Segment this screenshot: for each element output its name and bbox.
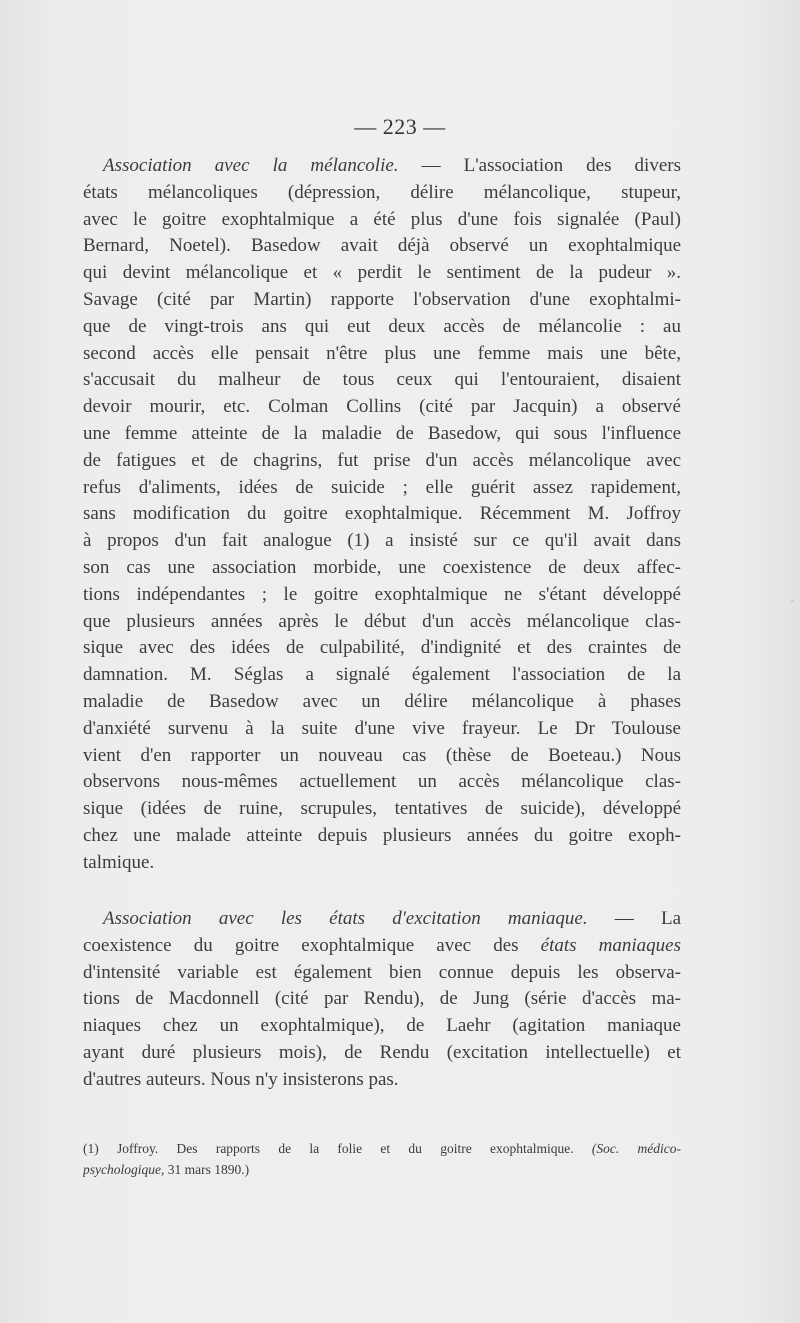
text-line: sique avec des idées de culpabilité, d'indignité et des craintes de	[83, 637, 681, 659]
text-line: sans modification du goitre exophtalmique. Récemment M. Joffroy	[83, 503, 681, 525]
text-line: qui devint mélancolique et « perdit le sentiment de la pudeur ».	[83, 262, 681, 284]
text-line: damnation. M. Séglas a signalé également l'association de la	[83, 664, 681, 686]
text-line: Bernard, Noetel). Basedow avait déjà observé un exophtalmique	[83, 235, 681, 257]
footnote-date: 31 mars 1890.)	[164, 1162, 250, 1177]
text-line: — La	[587, 908, 681, 929]
text-line: de fatigues et de chagrins, fut prise d'un accès mélancolique avec	[83, 449, 681, 471]
text-line: d'intensité variable est également bien connue depuis les observa-	[83, 961, 681, 983]
text-line: refus d'aliments, idées de suicide ; elle guérit assez rapidement,	[83, 476, 681, 498]
text-span: coexistence du goitre exophtalmique avec des	[83, 934, 541, 956]
text-line: talmique.	[83, 851, 155, 873]
text-line: tions de Macdonnell (cité par Rendu), de Jung (série d'accès ma-	[83, 988, 681, 1010]
text-line: sique (idées de ruine, scrupules, tentatives de suicide), développé	[83, 798, 681, 820]
text-line: observons nous-mêmes actuellement un accès mélancolique clas-	[83, 771, 681, 793]
text-line: niaques chez un exophtalmique), de Laehr (agitation maniaque	[83, 1015, 681, 1037]
page-number: — 223 —	[354, 114, 446, 139]
text-line: avec le goitre exophtalmique a été plus d'une fois signalée (Paul)	[83, 208, 681, 230]
scan-artifact	[791, 600, 794, 602]
section-heading-maniaque: Association avec les états d'excitation maniaque.	[103, 908, 588, 929]
italic-emphasis: états maniaques	[540, 934, 681, 956]
text-line: que plusieurs années après le début d'un accès mélancolique clas-	[83, 610, 681, 632]
section-heading-melancolie: Association avec la mélancolie.	[103, 155, 399, 176]
text-line: chez une malade atteinte depuis plusieurs années du goitre exoph-	[83, 824, 681, 846]
text-line	[83, 933, 681, 960]
footnote-line	[83, 1138, 681, 1159]
footnote	[83, 1138, 681, 1180]
text-line: états mélancoliques (dépression, délire mélancolique, stupeur,	[83, 181, 681, 203]
paragraph-first-line	[83, 906, 681, 933]
text-line: tions indépendantes ; le goitre exophtalmique ne s'étant développé	[83, 583, 681, 605]
paragraph-first-line	[83, 153, 681, 180]
footnote-line	[83, 1159, 681, 1180]
text-line: vient d'en rapporter un nouveau cas (thèse de Boeteau.) Nous	[83, 744, 681, 766]
text-line: à propos d'un fait analogue (1) a insisté sur ce qu'il avait dans	[83, 530, 681, 552]
text-line: d'anxiété survenu à la suite d'une vive frayeur. Le Dr Toulouse	[83, 717, 681, 739]
footnote-text: (1) Joffroy. Des rapports de la folie et du goitre exophtalmique.	[83, 1141, 592, 1156]
text-line: devoir mourir, etc. Colman Collins (cité par Jacquin) a observé	[83, 396, 681, 418]
text-line: une femme atteinte de la maladie de Basedow, qui sous l'influence	[83, 422, 681, 444]
text-line: son cas une association morbide, une coexistence de deux affec-	[83, 556, 681, 578]
text-line: second accès elle pensait n'être plus une femme mais une bête,	[83, 342, 681, 364]
text-line: maladie de Basedow avec un délire mélancolique à phases	[83, 690, 681, 712]
text-line: que de vingt-trois ans qui eut deux accès de mélancolie : au	[83, 315, 681, 337]
text-line: ayant duré plusieurs mois), de Rendu (excitation intellectuelle) et	[83, 1041, 681, 1063]
footnote-source: psychologique,	[83, 1162, 165, 1177]
text-line: — L'association des divers	[398, 155, 681, 176]
text-line: Savage (cité par Martin) rapporte l'observation d'une exophtalmi-	[83, 288, 681, 310]
text-line: s'accusait du malheur de tous ceux qui l'entouraient, disaient	[83, 369, 681, 391]
footnote-source: (Soc. médico-	[591, 1141, 681, 1156]
paragraph-melancolie	[83, 153, 681, 877]
text-line: d'autres auteurs. Nous n'y insisterons pas.	[83, 1068, 399, 1090]
paragraph-maniaque	[83, 906, 681, 1094]
